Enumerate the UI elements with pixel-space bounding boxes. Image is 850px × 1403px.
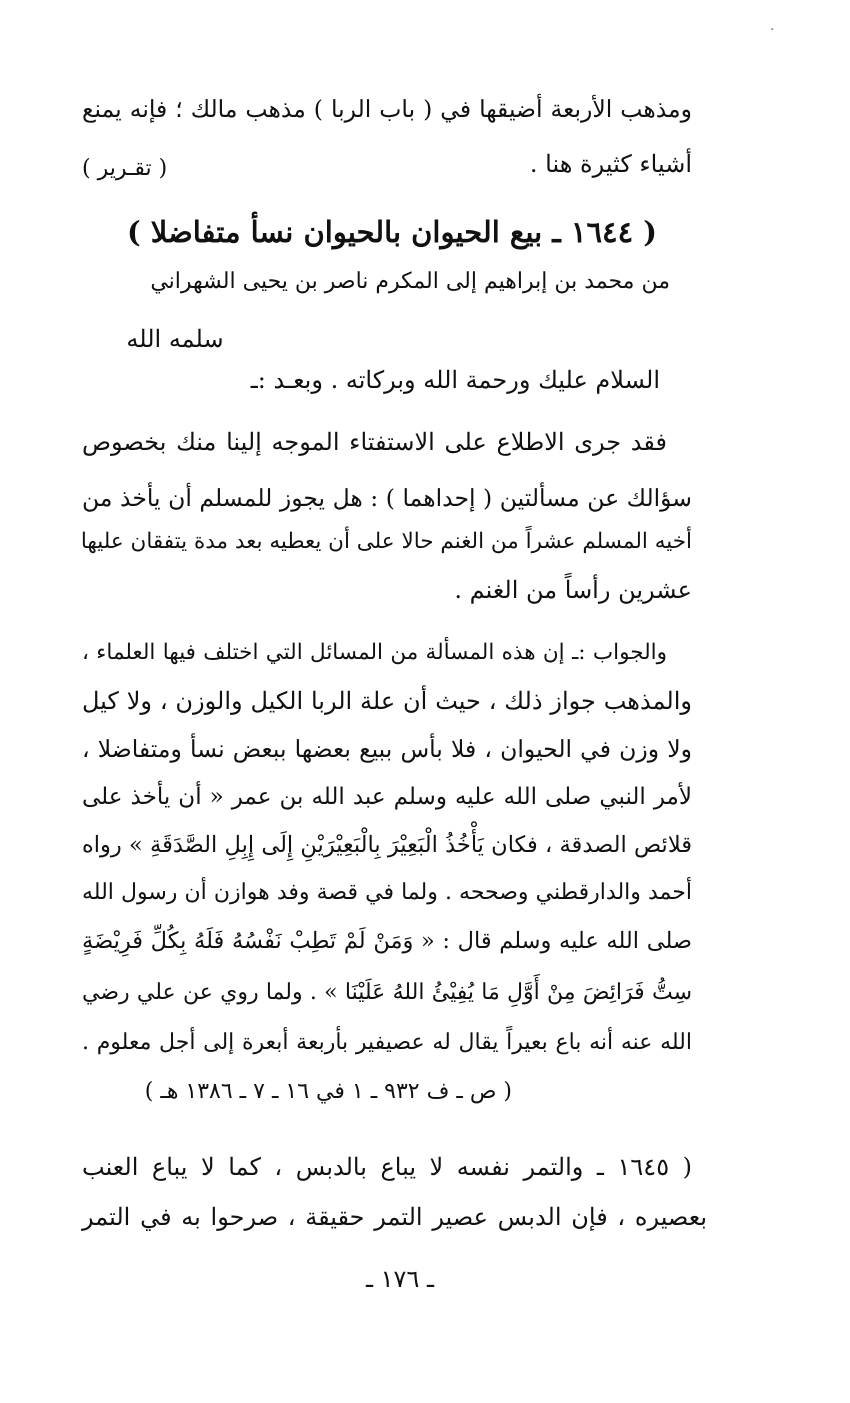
question-line: أخيه المسلم عشراً من الغنم حالا على أن يعطيه بعد مدة يتفقان عليها bbox=[80, 529, 692, 554]
blessing-line: سلمه الله bbox=[126, 325, 224, 353]
page-number: ـ ١٧٦ ـ bbox=[365, 1265, 434, 1293]
continuation-line-2: أشياء كثيرة هنا . bbox=[529, 150, 692, 178]
source-tag: ( تقـرير ) bbox=[82, 156, 168, 181]
greeting-line: السلام عليك ورحمة الله وبركاته . وبعـد :ـ bbox=[250, 366, 660, 394]
answer-line: صلى الله عليه وسلم قال : « وَمَنْ لَمْ تَطِبْ نَفْسُهُ فَلَهُ بِكُلِّ فَرِيْضَةٍ bbox=[82, 928, 692, 954]
answer-line: والمذهب جواز ذلك ، حيث أن علة الربا الكيل والوزن ، ولا كيل bbox=[82, 687, 692, 715]
question-line: عشرين رأساً من الغنم . bbox=[454, 576, 692, 604]
answer-line: الله عنه أنه باع بعيراً يقال له عصيفير بأربعة أبعرة إلى أجل معلوم . bbox=[82, 1030, 692, 1055]
continuation-line-1: ومذهب الأربعة أضيقها في ( باب الربا ) مذهب مالك ؛ فإنه يمنع bbox=[82, 95, 692, 123]
scan-speck: · bbox=[770, 22, 775, 38]
answer-line: سِتُّ فَرَائِضَ مِنْ أَوَّلِ مَا يُفِيْئُ اللهُ عَلَيْنَا » . ولما روي عن علي رضي bbox=[82, 980, 692, 1005]
answer-line: لأمر النبي صلى الله عليه وسلم عبد الله بن عمر « أن يأخذ على bbox=[82, 784, 692, 810]
next-fatwa-line: بعصيره ، فإن الدبس عصير التمر حقيقة ، صرحوا به في التمر bbox=[82, 1203, 708, 1231]
question-line: سؤالك عن مسألتين ( إحداهما ) : هل يجوز للمسلم أن يأخذ من bbox=[82, 484, 692, 512]
next-fatwa-line: ( ١٦٤٥ ـ والتمر نفسه لا يباع بالدبس ، كما لا يباع العنب bbox=[82, 1153, 692, 1181]
fatwa-reference: ( ص ـ ف ٩٣٢ ـ ١ في ١٦ ـ ٧ ـ ١٣٨٦ هـ ) bbox=[144, 1079, 512, 1104]
section-title: ( ١٦٤٤ ـ بيع الحيوان بالحيوان نسأ متفاضلا ) bbox=[126, 215, 658, 249]
answer-line: قلائص الصدقة ، فكان يَأْخُذُ الْبَعِيْرَ بِالْبَعِيْرَيْنِ إِلَى إِبِلِ الصَّدَقَةِ » رواه bbox=[82, 832, 692, 858]
answer-line: ولا وزن في الحيوان ، فلا بأس ببيع بعضها ببعض نسأ ومتفاضلا ، bbox=[82, 735, 692, 763]
letter-from-line: من محمد بن إبراهيم إلى المكرم ناصر بن يحيى الشهراني bbox=[150, 269, 670, 294]
answer-line: أحمد والدارقطني وصححه . ولما في قصة وفد هوازن أن رسول الله bbox=[82, 880, 692, 905]
answer-line: والجواب :ـ إن هذه المسألة من المسائل التي اختلف فيها العلماء ، bbox=[82, 640, 667, 665]
question-line: فقد جرى الاطلاع على الاستفتاء الموجه إلينا منك بخصوص bbox=[82, 428, 667, 456]
